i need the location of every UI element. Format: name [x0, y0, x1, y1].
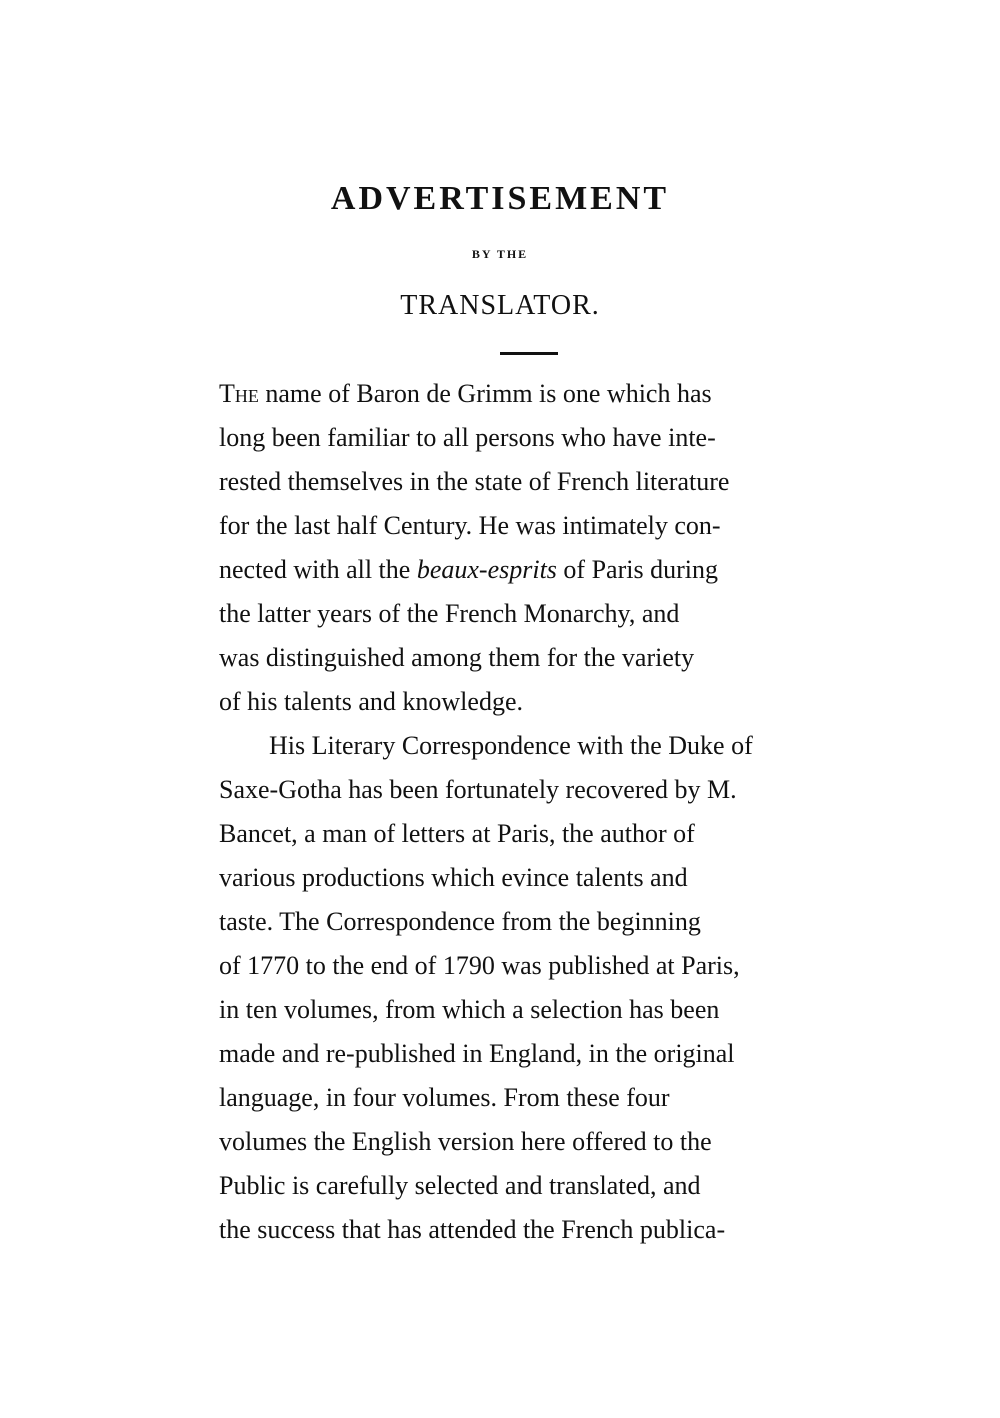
text-line: long been familiar to all persons who have inte-: [219, 423, 716, 452]
text-line: of 1770 to the end of 1790 was published at Paris,: [219, 951, 740, 980]
text-line: language, in four volumes. From these four: [219, 1083, 670, 1112]
page-subtitle: TRANSLATOR.: [400, 290, 600, 321]
text-line: taste. The Correspondence from the beginning: [219, 907, 701, 936]
text-line: Bancet, a man of letters at Paris, the author of: [219, 819, 695, 848]
page-title: ADVERTISEMENT: [330, 180, 670, 217]
text-segment: [219, 372, 712, 416]
text-line: volumes the English version here offered to the: [219, 1127, 712, 1156]
text-segment: [219, 548, 718, 592]
text-line: Public is carefully selected and translated, and: [219, 1171, 701, 1200]
text-line: rested themselves in the state of French literature: [219, 467, 730, 496]
text-line: made and re-published in England, in the original: [219, 1039, 735, 1068]
text-line: of his talents and knowledge.: [219, 687, 523, 716]
text-line: was distinguished among them for the variety: [219, 643, 695, 672]
text-line: in ten volumes, from which a selection has been: [219, 995, 720, 1024]
text-line: [219, 372, 833, 416]
italic-term: beaux-esprits: [416, 555, 557, 584]
text-segment: name of Baron de Grimm is one which has: [265, 379, 712, 408]
byline: BY THE: [471, 247, 529, 261]
text-line: the success that has attended the French publica-: [219, 1215, 726, 1244]
text-segment: of Paris during: [563, 555, 718, 584]
text-segment: nected with all the: [219, 555, 411, 584]
text-line: the latter years of the French Monarchy, and: [219, 599, 680, 628]
text-line: [219, 548, 833, 592]
text-line: various productions which evince talents and: [219, 863, 688, 892]
drop-word: The: [219, 379, 259, 408]
text-line: Saxe-Gotha has been fortunately recovered by M.: [219, 775, 737, 804]
section-divider: [500, 352, 558, 355]
text-line: His Literary Correspondence with the Duke of: [269, 731, 753, 760]
body-text: [219, 372, 833, 1252]
text-line: for the last half Century. He was intimately con-: [219, 511, 721, 540]
